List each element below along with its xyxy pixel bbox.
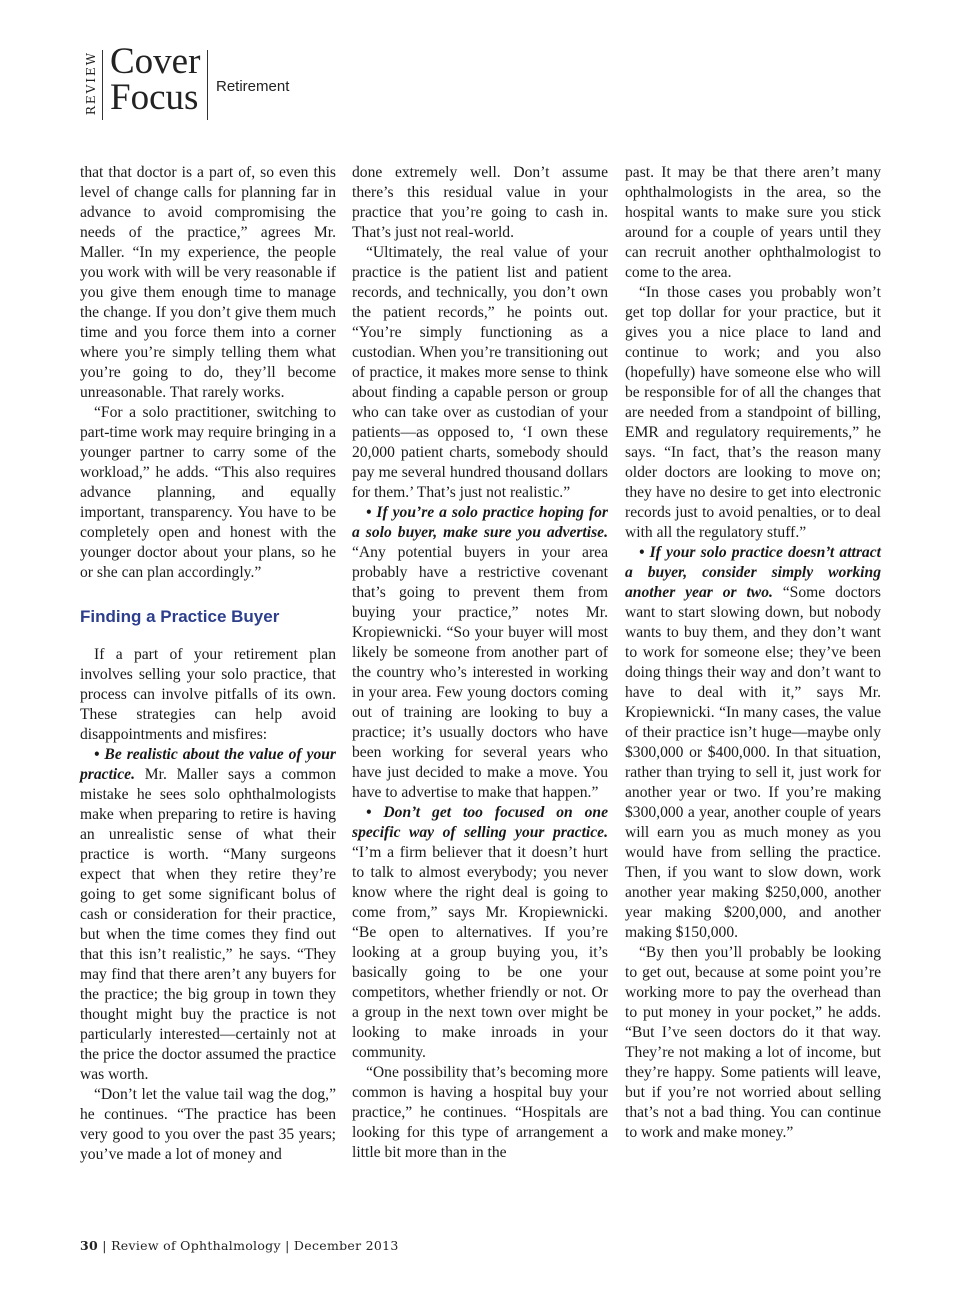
paragraph (352, 803, 608, 1063)
paragraph-text: “Some doctors want to start slowing down, but nobody wants to buy them, and they don’t want to work for someone else; they’ve been doing things their way and don’t want to have to deal with it,” says Mr. Kropiewnicki. “In many cases, the value of their practice isn’t huge—maybe only $300,000 or $400,000. In that situation, rather than trying to sell it, just work for another year or two. If you’re making $300,000 a year, another couple of years will earn you as much money as you would have from selling the practice. Then, if you want to slow down, work another year making $250,000, another year making $200,000, and another making $150,000. (625, 584, 881, 941)
paragraph: “For a solo practitioner, switching to part-time work may require bringing in a younger partner to carry some of the workload,” he adds. “This also requires advance planning, and equally important, transparency. You have to be completely open and honest with the younger doctor about your plans, so he or she can plan accordingly.” (80, 404, 336, 581)
page-number: 30 (80, 1238, 98, 1253)
cover-title-line1: Cover (110, 41, 201, 82)
article-column-2 (352, 163, 608, 1163)
bullet-lead-in: • Be realistic about the value of your practice. (80, 746, 336, 783)
paragraph: If a part of your retirement plan involves selling your solo practice, that process can involve pitfalls of its own. These strategies can help avoid disappointments and misfires: (80, 646, 336, 743)
paragraph: “By then you’ll probably be looking to get out, because at some point you’re working more to pay the overhead than to put money in your pocket,” he adds. “But I’ve seen doctors do it that way. They’re not making a lot of income, but they’re happy. Some patients will leave, but if you’re not worried about selling that’s not a bad thing. You can continue to work and make money.” (625, 944, 881, 1141)
publication-name: Review of Ophthalmology (111, 1238, 281, 1253)
paragraph: “One possibility that’s becoming more common is having a hospital buy your practice,” he continues. “Hospitals are looking for this type of arrangement a little bit more than in the (352, 1064, 608, 1161)
paragraph: “Ultimately, the real value of your practice is the patient list and patient records, and technically, you don’t own the patient records,” he points out. “You’re simply functioning as a custodian. When you’re transitioning out of practice, it makes more sense to think about finding a capable person or group who can take over as custodian of your patients—as opposed to, ‘I own these 20,000 patient charts, somebody should pay me several hundred thousand dollars for them.’ That’s just not realistic.” (352, 244, 608, 501)
footer-separator: | (102, 1238, 107, 1253)
cover-title-line2: Focus (110, 77, 199, 118)
header-divider-right (207, 50, 208, 120)
bullet-lead-in: • Don’t get too focused on one specific way of selling your practice. (352, 804, 608, 841)
article-column-3 (625, 163, 881, 1143)
paragraph: done extremely well. Don’t assume there’s this residual value in your practice that you’re going to cash in. That’s just not real-world. (352, 164, 608, 241)
bullet-lead-in: • If you’re a solo practice hoping for a solo buyer, make sure you advertise. (352, 504, 608, 541)
paragraph: past. It may be that there aren’t many ophthalmologists in the area, so the hospital wants to make sure you stick around for a couple of years until they can recruit another ophthalmologist to come to the area. (625, 164, 881, 281)
article-column-1 (80, 163, 336, 1165)
paragraph: “In those cases you probably won’t get top dollar for your practice, but it gives you a nice place to land and continue to work; and you also (hopefully) have someone else who will be responsible for of all the changes that are needed from a standpoint of billing, EMR and regulatory requirements,” he says. “In fact, that’s the reason many older doctors are looking to move on; they have no desire to get into electronic records just to avoid penalties, or to deal with all the regulatory stuff.” (625, 284, 881, 541)
issue-date: December 2013 (293, 1238, 399, 1253)
cover-focus-title (110, 41, 201, 118)
paragraph (352, 503, 608, 803)
section-label: Retirement (216, 78, 290, 95)
paragraph (625, 543, 881, 943)
review-tag-text: REVIEW (84, 50, 98, 116)
paragraph-text: “Any potential buyers in your area probably have a restrictive covenant that’s going to prevent them from buying your practice,” notes Mr. Kropiewnicki. “So your buyer will most likely be someone from another part of the country who’s interested in working in your area. Few young doctors coming out of training are looking to buy a practice; it’s usually doctors who have been working for several years who have just decided to make a move. You have to advertise to make that happen.” (352, 544, 608, 801)
header-divider-left (102, 50, 103, 120)
page-footer (80, 1238, 399, 1253)
paragraph: “Don’t let the value tail wag the dog,” he continues. “The practice has been very good to you over the past 35 years; you’ve made a lot of money and (80, 1086, 336, 1163)
paragraph-text: “I’m a firm believer that it doesn’t hurt to talk to almost everybody; you never know where the right deal is going to come from,” says Mr. Kropiewnicki. “Be open to alternatives. If you’re looking at a group buying you, it’s basically going to be one your competitors, whether friendly or not. Or a group in the next town over might be looking to make inroads in your community. (352, 844, 608, 1061)
paragraph (80, 745, 336, 1085)
paragraph-text: Mr. Maller says a common mistake he sees solo ophthalmologists make when preparing to retire is having an unrealistic sense of what their practice is worth. “Many surgeons expect that when they retire they’re going to get some significant bolus of cash or consideration for their practice, but when the time comes they find out that this isn’t realistic,” he says. “They may find that there aren’t any buyers for the practice; the big group in town they thought might buy the practice is not particularly interested—certainly not at the price the doctor assumed the practice was worth. (80, 766, 336, 1083)
paragraph: that that doctor is a part of, so even this level of change calls for planning far in advance to avoid compromising the needs of the practice,” agrees Mr. Maller. “In my experience, the people you work with will be very reasonable if you give them enough time to manage the change. If you don’t give them much time and you force them into a corner where you’re simply telling them what you’re going to do, they’ll become unreasonable. That rarely works. (80, 164, 336, 401)
section-subheading: Finding a Practice Buyer (80, 607, 280, 626)
bullet-lead-in: • If your solo practice doesn’t attract a buyer, consider simply working another year or two. (625, 544, 881, 601)
review-vertical-tag (80, 50, 100, 118)
footer-separator: | (285, 1238, 290, 1253)
